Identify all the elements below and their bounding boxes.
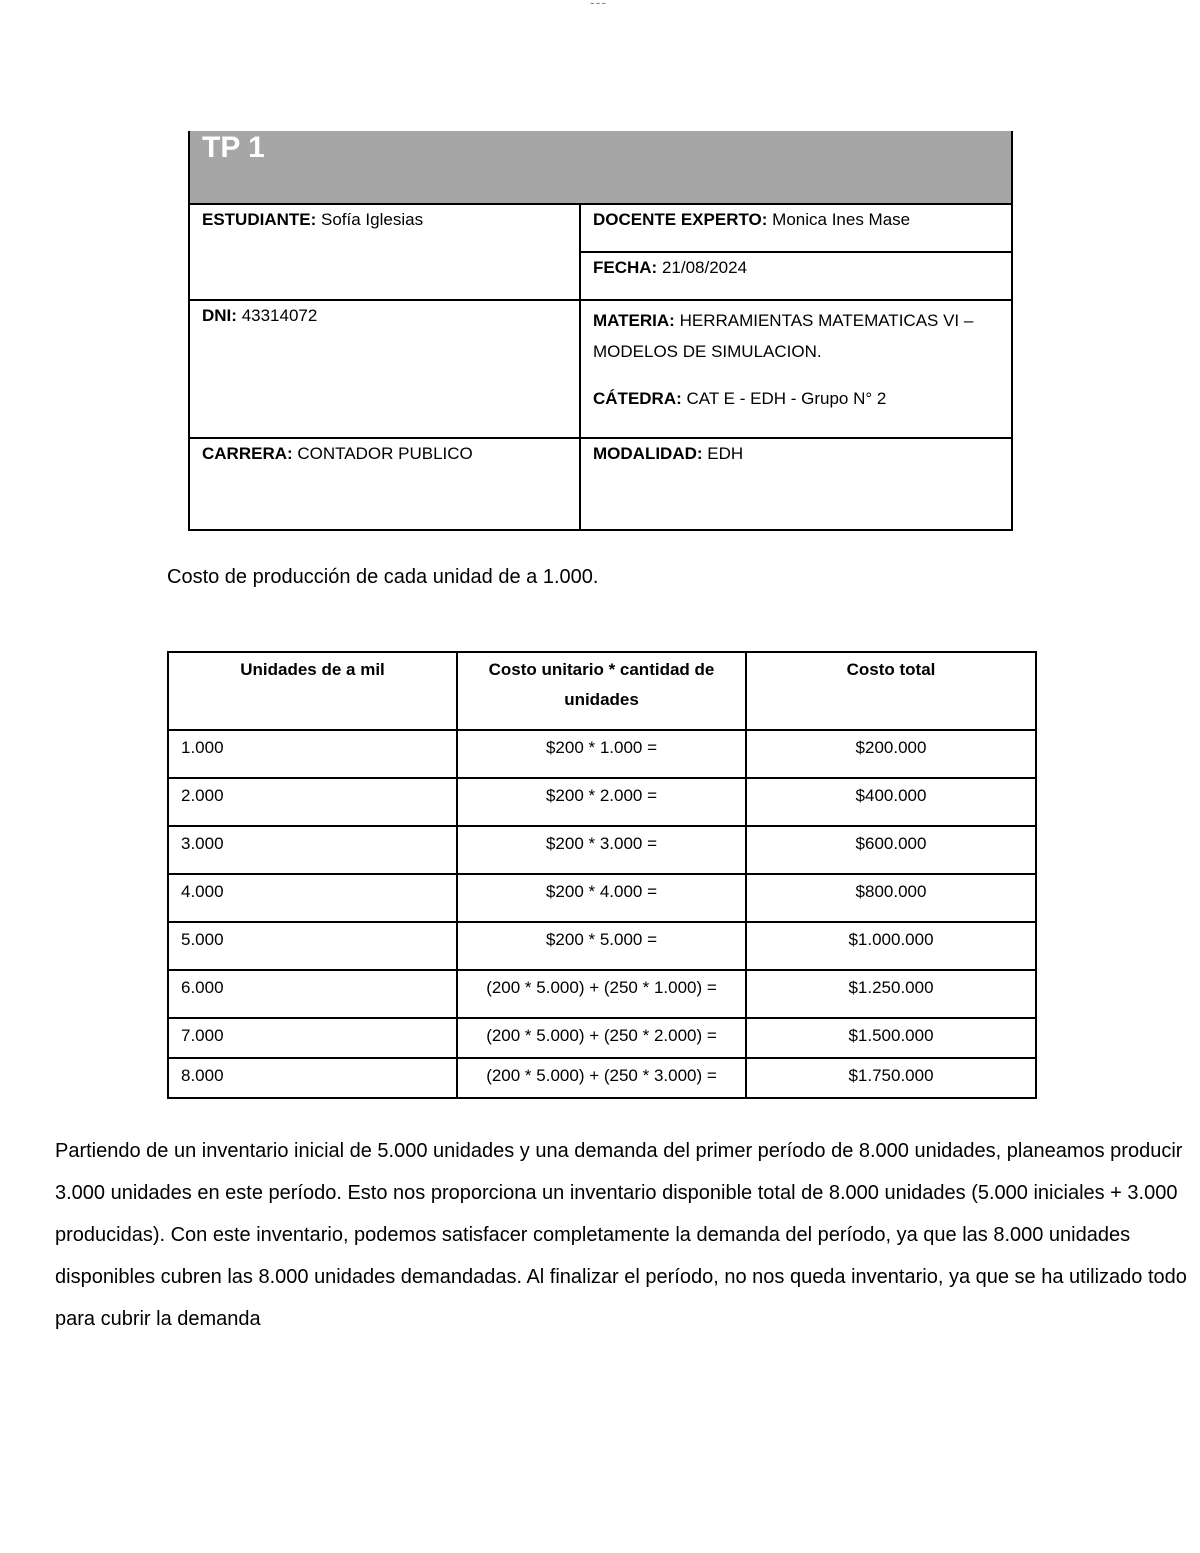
materia-cell — [580, 300, 1012, 438]
table-row — [168, 730, 1036, 778]
total-cell: $800.000 — [746, 874, 1036, 922]
dni-value: 43314072 — [241, 306, 318, 325]
estudiante-cell — [189, 204, 580, 300]
carrera-label: CARRERA: — [202, 444, 293, 463]
modalidad-value: EDH — [707, 444, 744, 463]
formula-cell: (200 * 5.000) + (250 * 1.000) = — [457, 970, 746, 1018]
units-cell: 3.000 — [168, 826, 457, 874]
formula-cell: $200 * 4.000 = — [457, 874, 746, 922]
formula-cell: (200 * 5.000) + (250 * 2.000) = — [457, 1018, 746, 1058]
formula-cell: $200 * 1.000 = — [457, 730, 746, 778]
total-cell: $200.000 — [746, 730, 1036, 778]
cost-table-header-row — [168, 652, 1036, 730]
body-paragraph: Partiendo de un inventario inicial de 5.000 unidades y una demanda del primer período de 8.000 unidades, planeamos producir 3.000 unidades en este período. Esto nos proporciona un inventario disponible total de 8.000 unidades (5.000 iniciales + 3.000 producidas). Con este inventario, podemos satisfacer completamente la demanda del período, ya que las 8.000 unidades disponibles cubren las 8.000 unidades demandadas. Al finalizar el período, no nos queda inventario, ya que se ha utilizado todo para cubrir la demanda — [55, 1140, 1187, 1330]
table-row — [168, 970, 1036, 1018]
units-cell: 4.000 — [168, 874, 457, 922]
carrera-cell — [189, 438, 580, 530]
column-header: Costo total — [746, 652, 1036, 730]
units-cell: 2.000 — [168, 778, 457, 826]
catedra-label: CÁTEDRA: — [593, 389, 682, 408]
materia-value: HERRAMIENTAS MATEMATICAS VI – MODELOS DE SIMULACION. — [593, 311, 974, 361]
fecha-value: 21/08/2024 — [661, 258, 748, 277]
header-table — [188, 131, 1013, 531]
total-cell: $1.500.000 — [746, 1018, 1036, 1058]
total-cell: $1.750.000 — [746, 1058, 1036, 1098]
estudiante-value: Sofía Iglesias — [321, 210, 424, 229]
units-cell: 1.000 — [168, 730, 457, 778]
formula-cell: $200 * 5.000 = — [457, 922, 746, 970]
catedra-value: CAT E - EDH - Grupo N° 2 — [686, 389, 887, 408]
estudiante-label: ESTUDIANTE: — [202, 210, 317, 229]
total-cell: $1.250.000 — [746, 970, 1036, 1018]
formula-cell: (200 * 5.000) + (250 * 3.000) = — [457, 1058, 746, 1098]
column-header: Costo unitario * cantidad de unidades — [457, 652, 746, 730]
total-cell: $400.000 — [746, 778, 1036, 826]
docente-value: Monica Ines Mase — [772, 210, 911, 229]
docente-label: DOCENTE EXPERTO: — [593, 210, 768, 229]
doc-title: TP 1 — [189, 131, 1012, 204]
modalidad-cell — [580, 438, 1012, 530]
fecha-cell — [580, 252, 1012, 300]
table-row — [168, 874, 1036, 922]
dni-cell — [189, 300, 580, 438]
modalidad-label: MODALIDAD: — [593, 444, 703, 463]
table-row — [168, 1018, 1036, 1058]
table-caption: Costo de producción de cada unidad de a 1.000. — [167, 566, 599, 588]
formula-cell: $200 * 3.000 = — [457, 826, 746, 874]
page-top-mark: --- — [590, 0, 607, 10]
cost-table — [167, 651, 1037, 1099]
table-row — [168, 1058, 1036, 1098]
units-cell: 7.000 — [168, 1018, 457, 1058]
column-header: Unidades de a mil — [168, 652, 457, 730]
dni-label: DNI: — [202, 306, 237, 325]
table-row — [168, 778, 1036, 826]
table-row — [168, 826, 1036, 874]
table-row — [168, 922, 1036, 970]
docente-cell — [580, 204, 1012, 252]
materia-label: MATERIA: — [593, 311, 675, 330]
fecha-label: FECHA: — [593, 258, 658, 277]
units-cell: 8.000 — [168, 1058, 457, 1098]
total-cell: $1.000.000 — [746, 922, 1036, 970]
carrera-value: CONTADOR PUBLICO — [297, 444, 473, 463]
units-cell: 5.000 — [168, 922, 457, 970]
total-cell: $600.000 — [746, 826, 1036, 874]
units-cell: 6.000 — [168, 970, 457, 1018]
formula-cell: $200 * 2.000 = — [457, 778, 746, 826]
